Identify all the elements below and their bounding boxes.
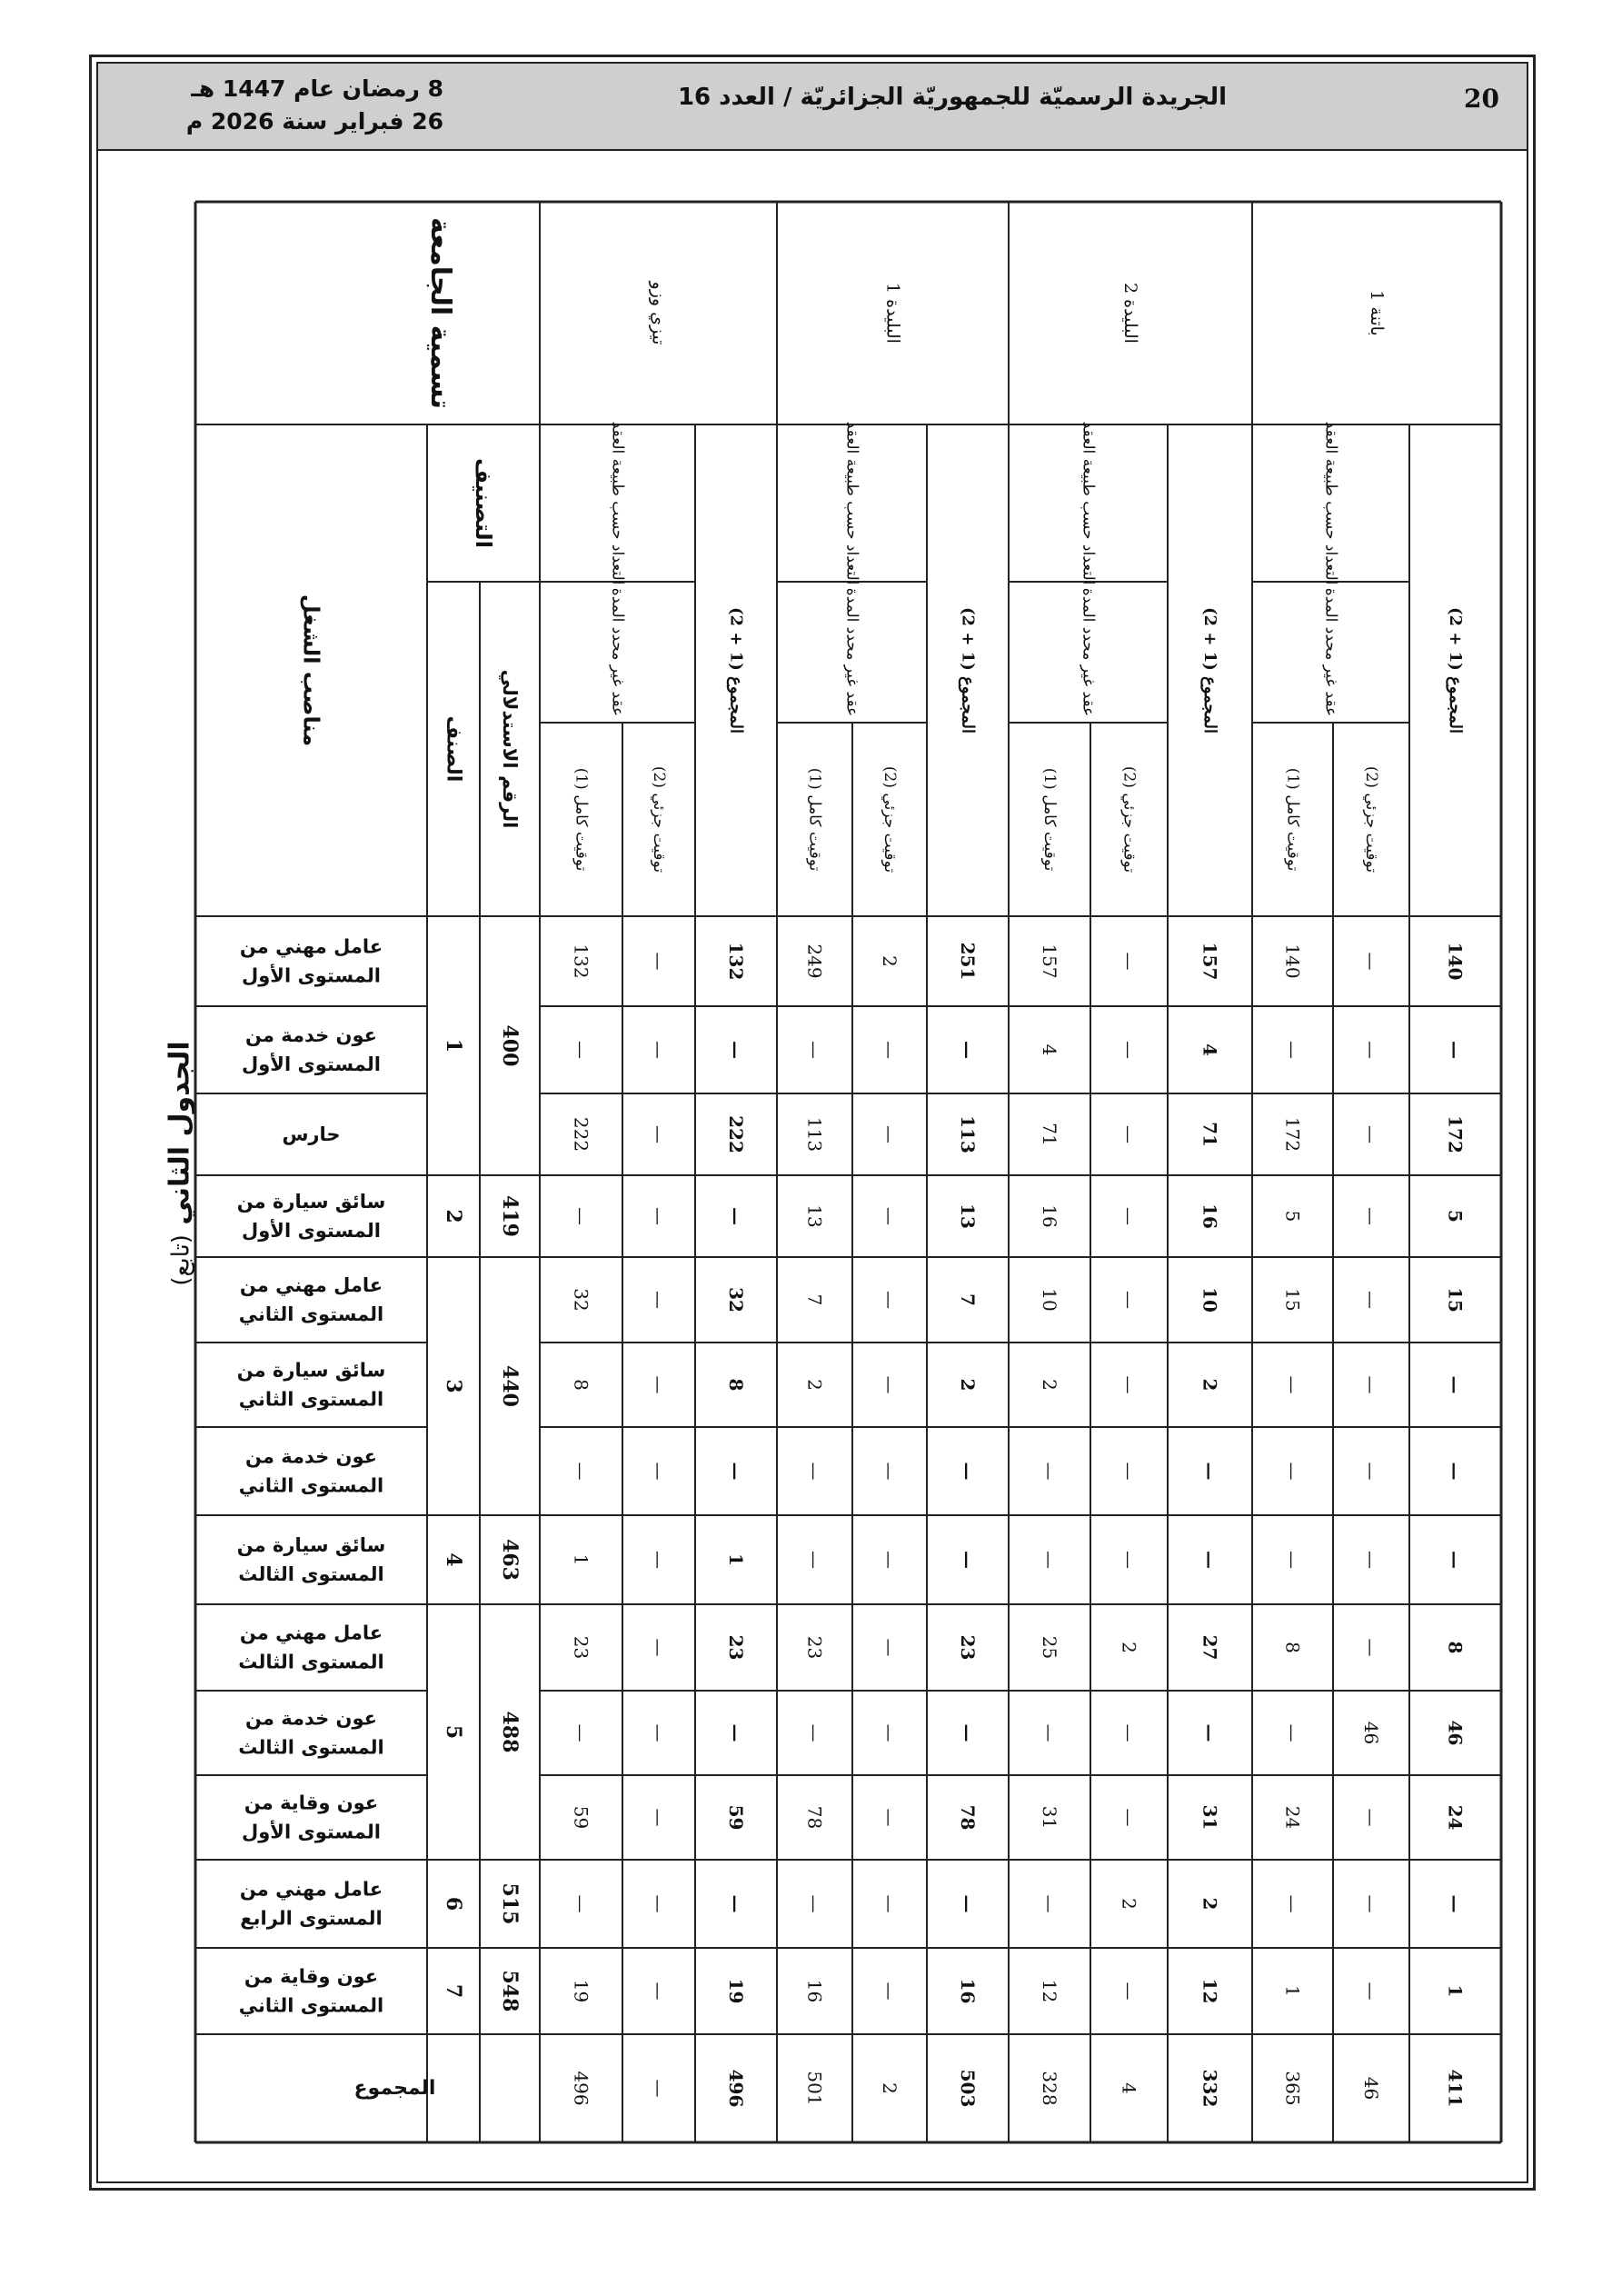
job-title-line2: المستوى الثاني	[238, 1474, 384, 1497]
data-cell: —	[1360, 952, 1382, 971]
index-value: 463	[498, 1539, 522, 1581]
data-cell: —	[1281, 1375, 1304, 1394]
data-cell: —	[648, 1291, 670, 1309]
contract-label: عقد غير محدد المدة	[1321, 587, 1340, 717]
data-cell: 1	[570, 1553, 592, 1566]
contract-label: عقد غير محدد المدة	[1079, 587, 1098, 717]
header-date-gregorian: 26 فبراير سنة 2026 م	[185, 108, 443, 135]
full-time-label: توقيت كامل (1)	[805, 767, 824, 872]
total-label: المجموع (1 + 2)	[958, 607, 978, 734]
data-cell: —	[1039, 1462, 1060, 1481]
data-cell: 12	[1199, 1978, 1221, 2004]
data-cell: —	[1118, 1982, 1140, 2001]
job-title-line1: عون خدمة من	[245, 1445, 377, 1468]
data-cell: 2	[803, 1379, 826, 1391]
university-label: تسمية الجامعة	[424, 217, 456, 409]
job-title-line2: المستوى الثالث	[238, 1736, 384, 1759]
data-cell: —	[648, 1638, 670, 1657]
data-cell: —	[725, 1894, 747, 1913]
data-cell: —	[1281, 1041, 1304, 1059]
index-value: 515	[498, 1882, 522, 1925]
job-title-line2: المستوى الثاني	[238, 1994, 384, 2017]
data-cell: 157	[1039, 943, 1060, 979]
data-cell: —	[1360, 1291, 1382, 1309]
total-cell: 496	[570, 2071, 592, 2106]
data-cell: —	[1444, 1375, 1467, 1394]
job-title-line1: سائق سيارة من	[236, 1534, 386, 1556]
data-cell: —	[725, 1462, 747, 1481]
data-cell: 13	[803, 1204, 826, 1228]
data-cell: 25	[1039, 1635, 1060, 1660]
data-cell: 7	[957, 1293, 979, 1306]
page-frame-inner	[96, 62, 1528, 2183]
data-cell: —	[803, 1462, 826, 1481]
grand-total-label: المجموع	[353, 2077, 436, 2100]
data-cell: —	[1118, 1125, 1140, 1143]
index-value: 400	[498, 1024, 522, 1067]
index-value: 548	[498, 1970, 522, 2012]
part-time-label: توقيت جزئي (2)	[881, 765, 899, 873]
job-title-line2: المستوى الثاني	[238, 1388, 384, 1411]
data-cell: —	[648, 1207, 670, 1225]
data-cell: —	[879, 1808, 901, 1827]
job-title-line2: المستوى الثالث	[238, 1651, 384, 1673]
job-title-line2: المستوى الأول	[242, 1053, 381, 1075]
total-cell: 365	[1281, 2071, 1304, 2106]
grade-value: 1	[442, 1038, 465, 1053]
table-title-main: الجدول الثاني	[164, 1041, 196, 1225]
data-cell: —	[570, 1723, 592, 1742]
data-cell: 4	[1039, 1043, 1060, 1056]
table-title-sub: (تابع)	[167, 1234, 195, 1286]
data-cell: 2	[957, 1378, 979, 1392]
full-time-label: توقيت كامل (1)	[1283, 767, 1302, 872]
job-title-line1: عامل مهني من	[239, 1622, 383, 1644]
data-cell: 140	[1444, 942, 1467, 981]
data-cell: —	[1118, 1041, 1140, 1059]
data-cell: 8	[570, 1379, 592, 1391]
data-cell: 2	[1199, 1378, 1221, 1392]
data-cell: —	[648, 1375, 670, 1394]
total-cell: 496	[725, 2069, 747, 2108]
data-cell: —	[570, 1462, 592, 1481]
total-cell: —	[648, 2079, 670, 2098]
data-cell: 13	[957, 1203, 979, 1229]
count-label: التعداد حسب طبيعة العقد	[1079, 421, 1098, 585]
data-cell: —	[803, 1551, 826, 1569]
data-cell: —	[879, 1638, 901, 1657]
data-cell: —	[648, 1551, 670, 1569]
data-cell: 23	[957, 1634, 979, 1661]
job-title-line2: المستوى الأول	[242, 1821, 381, 1843]
data-cell: 5	[1444, 1210, 1467, 1223]
count-label: التعداد حسب طبيعة العقد	[1321, 421, 1340, 585]
total-cell: 4	[1118, 2082, 1140, 2094]
data-cell: —	[570, 1894, 592, 1913]
data-cell: —	[803, 1041, 826, 1059]
data-cell: —	[957, 1894, 979, 1913]
data-cell: 2	[879, 955, 901, 967]
data-cell: —	[1444, 1041, 1467, 1059]
count-label: التعداد حسب طبيعة العقد	[842, 421, 861, 585]
contract-label: عقد غير محدد المدة	[608, 587, 627, 717]
data-cell: —	[957, 1462, 979, 1481]
data-cell: —	[1039, 1723, 1060, 1742]
data-cell: 7	[803, 1293, 826, 1306]
part-time-label: توقيت جزئي (2)	[650, 765, 668, 873]
job-title-line1: عامل مهني من	[239, 1274, 383, 1296]
data-cell: —	[1444, 1551, 1467, 1569]
grade-value: 5	[442, 1724, 465, 1740]
job-title-line2: المستوى الثاني	[238, 1303, 384, 1325]
data-cell: —	[1360, 1894, 1382, 1913]
university-name: البليدة 2	[1120, 283, 1140, 344]
data-cell: 132	[725, 942, 747, 981]
data-cell: 249	[803, 943, 826, 979]
total-cell: 411	[1444, 2069, 1467, 2108]
data-cell: —	[803, 1894, 826, 1913]
data-cell: 31	[1199, 1804, 1221, 1831]
data-cell: —	[570, 1041, 592, 1059]
total-cell: 46	[1360, 2076, 1382, 2101]
total-cell: 332	[1199, 2069, 1221, 2108]
data-cell: —	[879, 1982, 901, 2001]
data-cell: 16	[1039, 1204, 1060, 1228]
data-cell: 32	[570, 1288, 592, 1312]
data-cell: —	[1118, 1291, 1140, 1309]
data-cell: —	[648, 1041, 670, 1059]
data-cell: —	[879, 1894, 901, 1913]
data-cell: 1	[725, 1553, 747, 1566]
total-cell: 328	[1039, 2071, 1060, 2106]
index-label: الرقم الاستدلالي	[499, 669, 521, 829]
job-title-line1: عامل مهني من	[239, 935, 383, 958]
data-cell: —	[957, 1723, 979, 1742]
data-cell: —	[1118, 1808, 1140, 1827]
data-cell: —	[570, 1207, 592, 1225]
data-cell: 10	[1039, 1288, 1060, 1312]
data-cell: 32	[725, 1287, 747, 1313]
job-title-line2: المستوى الثالث	[238, 1563, 384, 1585]
count-label: التعداد حسب طبيعة العقد	[608, 421, 627, 585]
grade-value: 4	[442, 1552, 465, 1567]
page-header	[98, 64, 1527, 151]
data-cell: —	[879, 1462, 901, 1481]
job-title-line2: المستوى الرابع	[240, 1907, 383, 1930]
data-cell: 15	[1281, 1288, 1304, 1312]
data-cell: 23	[570, 1635, 592, 1660]
job-title-line2: المستوى الأول	[242, 1220, 381, 1242]
data-cell: —	[957, 1041, 979, 1059]
data-cell: —	[879, 1375, 901, 1394]
data-cell: 8	[1444, 1641, 1467, 1654]
part-time-label: توقيت جزئي (2)	[1362, 765, 1380, 873]
data-cell: 132	[570, 943, 592, 979]
data-cell: 24	[1444, 1804, 1467, 1831]
data-cell: —	[879, 1723, 901, 1742]
job-title-line2: المستوى الأول	[242, 964, 381, 987]
data-cell: 172	[1281, 1116, 1304, 1153]
part-time-label: توقيت جزئي (2)	[1119, 765, 1139, 873]
data-cell: 27	[1199, 1634, 1221, 1661]
data-cell: —	[1360, 1551, 1382, 1569]
classification-label: التصنيف	[471, 458, 496, 548]
data-cell: —	[1360, 1638, 1382, 1657]
total-label: المجموع (1 + 2)	[1446, 607, 1465, 734]
data-cell: —	[725, 1723, 747, 1742]
header-date-hijri: 8 رمضان عام 1447 هـ	[191, 75, 443, 102]
data-cell: —	[648, 1808, 670, 1827]
data-cell: —	[1281, 1551, 1304, 1569]
university-name: تيزي وزو	[648, 281, 669, 345]
grade-value: 6	[442, 1896, 465, 1912]
data-cell: —	[1118, 1551, 1140, 1569]
grade-value: 7	[442, 1983, 465, 1999]
page-number: 20	[1464, 84, 1499, 114]
data-cell: 19	[725, 1978, 747, 2004]
data-cell: —	[957, 1551, 979, 1569]
data-cell: —	[1360, 1808, 1382, 1827]
university-name: البليدة 1	[882, 283, 903, 344]
data-cell: —	[879, 1551, 901, 1569]
data-cell: 12	[1039, 1979, 1060, 2003]
data-cell: 16	[803, 1979, 826, 2003]
data-cell: —	[1444, 1462, 1467, 1481]
job-title-line1: عون وقاية من	[244, 1792, 379, 1814]
data-cell: —	[1039, 1894, 1060, 1913]
job-title-line1: عون وقاية من	[244, 1965, 379, 1988]
data-cell: —	[1039, 1551, 1060, 1569]
data-cell: —	[879, 1041, 901, 1059]
job-title-line1: سائق سيارة من	[236, 1191, 386, 1213]
full-time-label: توقيت كامل (1)	[1040, 767, 1059, 872]
data-cell: 59	[725, 1804, 747, 1831]
data-cell: 71	[1039, 1123, 1060, 1146]
data-cell: —	[648, 1982, 670, 2001]
data-cell: 2	[1118, 1898, 1140, 1910]
data-cell: —	[1360, 1125, 1382, 1143]
data-cell: 10	[1199, 1287, 1221, 1313]
data-cell: 16	[957, 1978, 979, 2004]
data-cell: 59	[570, 1805, 592, 1830]
data-cell: —	[648, 1894, 670, 1913]
data-cell: —	[1281, 1723, 1304, 1742]
data-cell: —	[1118, 1462, 1140, 1481]
index-value: 419	[498, 1195, 522, 1237]
data-cell: —	[1118, 1375, 1140, 1394]
contract-label: عقد غير محدد المدة	[842, 587, 861, 717]
data-cell: 157	[1199, 942, 1221, 981]
data-cell: 222	[570, 1116, 592, 1153]
full-time-label: توقيت كامل (1)	[572, 767, 591, 872]
data-cell: 2	[1039, 1379, 1060, 1391]
data-cell: —	[725, 1207, 747, 1225]
grade-value: 2	[442, 1209, 465, 1223]
data-cell: 2	[1118, 1642, 1140, 1653]
data-cell: —	[648, 1125, 670, 1143]
header-title: الجريدة الرسميّة للجمهوريّة الجزائريّة / العدد 16	[677, 84, 1228, 111]
data-cell: —	[1360, 1375, 1382, 1394]
job-title-line1: سائق سيارة من	[236, 1359, 386, 1382]
data-cell: —	[648, 1462, 670, 1481]
data-cell: 113	[957, 1115, 979, 1153]
data-cell: 140	[1281, 943, 1304, 979]
data-cell: 4	[1199, 1043, 1221, 1056]
data-cell: 8	[725, 1378, 747, 1392]
data-cell: 19	[570, 1979, 592, 2003]
data-cell: —	[1281, 1462, 1304, 1481]
data-cell: —	[1360, 1462, 1382, 1481]
grade-value: 3	[442, 1379, 465, 1393]
header-date	[116, 73, 443, 138]
data-cell: —	[1118, 1207, 1140, 1225]
index-value: 440	[498, 1365, 522, 1407]
data-cell: 24	[1281, 1805, 1304, 1830]
job-title-line1: عون خدمة من	[245, 1024, 377, 1046]
data-cell: —	[879, 1291, 901, 1309]
data-cell: 16	[1199, 1203, 1221, 1229]
data-cell: —	[803, 1723, 826, 1742]
data-cell: 113	[803, 1116, 826, 1153]
data-cell: 78	[957, 1804, 979, 1831]
job-title: حارس	[282, 1123, 341, 1145]
data-cell: —	[1199, 1551, 1221, 1569]
grade-label: الصنف	[442, 715, 465, 783]
data-cell: —	[1360, 1207, 1382, 1225]
data-cell: —	[879, 1125, 901, 1143]
table-side-title	[107, 1018, 253, 1309]
data-cell: 8	[1281, 1642, 1304, 1653]
total-cell: 503	[957, 2069, 979, 2108]
total-label: المجموع (1 + 2)	[726, 607, 746, 734]
data-cell: 31	[1039, 1805, 1060, 1830]
jobs-label: مناصب الشغل	[298, 594, 324, 747]
data-cell: —	[648, 952, 670, 971]
job-title-line1: عامل مهني من	[239, 1878, 383, 1901]
data-cell: —	[1199, 1723, 1221, 1742]
data-cell: —	[1281, 1894, 1304, 1913]
data-cell: 2	[1199, 1897, 1221, 1911]
data-cell: —	[1118, 952, 1140, 971]
data-cell: —	[1360, 1982, 1382, 2001]
data-cell: 251	[957, 942, 979, 981]
total-cell: 2	[879, 2082, 901, 2094]
job-title-line1: عون خدمة من	[245, 1707, 377, 1730]
data-cell: 172	[1444, 1115, 1467, 1153]
data-cell: —	[879, 1207, 901, 1225]
data-cell: 15	[1444, 1287, 1467, 1313]
data-cell: 23	[803, 1635, 826, 1660]
university-name: باتنة 1	[1367, 290, 1387, 336]
data-cell: —	[1199, 1462, 1221, 1481]
data-cell: 78	[803, 1805, 826, 1830]
data-cell: 46	[1360, 1721, 1382, 1745]
data-cell: —	[725, 1041, 747, 1059]
data-cell: 222	[725, 1115, 747, 1153]
data-cell: 1	[1444, 1984, 1467, 1998]
data-cell: —	[1360, 1041, 1382, 1059]
data-cell: 71	[1199, 1122, 1221, 1147]
data-cell: —	[1444, 1894, 1467, 1913]
data-cell: 46	[1444, 1720, 1467, 1746]
total-cell: 501	[803, 2071, 826, 2106]
data-cell: —	[648, 1723, 670, 1742]
index-value: 488	[498, 1711, 522, 1753]
data-cell: —	[1118, 1723, 1140, 1742]
data-cell: 5	[1281, 1210, 1304, 1223]
data-cell: 23	[725, 1634, 747, 1661]
data-cell: 1	[1281, 1985, 1304, 1997]
total-label: المجموع (1 + 2)	[1200, 607, 1219, 734]
